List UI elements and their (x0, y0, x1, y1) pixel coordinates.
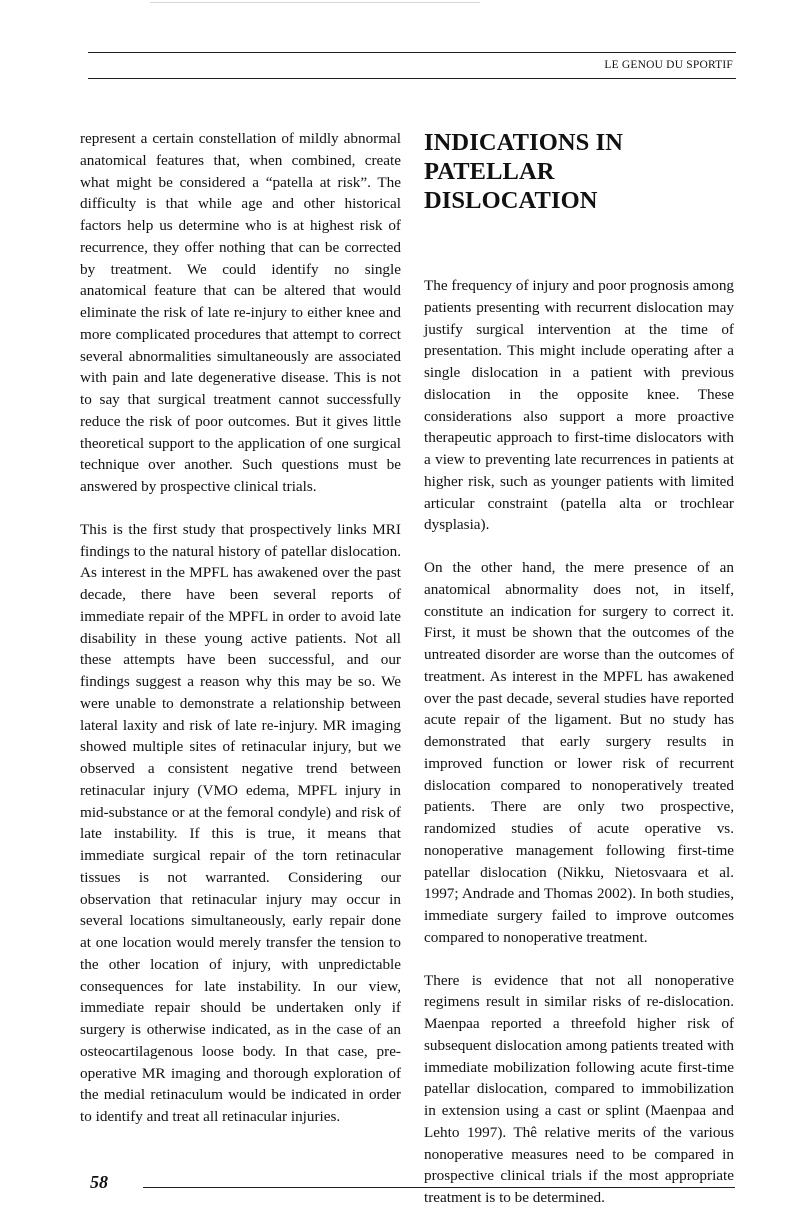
scan-artifact (150, 2, 480, 3)
left-paragraph-2: This is the first study that prospectively links MRI findings to the natural history of patellar dislocation. As interest in the MPFL has awakened over the past decade, there have been several reports of immediate repair of the MPFL in order to avoid late disability in these young active patients. Not all these attempts have been successful, and our findings suggest a reason why this may be so. We were unable to demonstrate a relationship between lateral laxity and risk of late re-injury. MR imaging showed multiple sites of retinacular injury, but we observed a consistent negative trend between retinacular injury (VMO edema, MPFL injury in mid-substance or at the femoral condyle) and risk of late instability. If this is true, it means that immediate surgical repair of the torn retinacular tissues is not warranted. Considering our observation that retinacular injury may occur in several locations simultaneously, early repair done at one location would merely transfer the tension to the other location of injury, with unpredictable consequences for late instability. In our view, immediate repair should be undertaken only if surgery is otherwise indicated, as in the case of an osteocartilagenous loose body. In that case, pre-operative MR imaging and thorough exploration of the medial retinaculum would be indicated in order to identify and treat all retinacular injuries. (80, 520, 401, 1125)
right-paragraph-1: The frequency of injury and poor prognosis among patients presenting with recurrent dislocation may justify surgical intervention at the time of presentation. This might include operating after a single dislocation in a patient with previous dislocation in the opposite knee. These considerations also support a more proactive therapeutic approach to first-time dislocators with a view to preventing late recurrences in patients at higher risk, such as younger patients with limited articular constraint (patella alta or trochlear dysplasia). (424, 277, 735, 534)
footer-rule (143, 1187, 735, 1188)
running-head: LE GENOU DU SPORTIF (604, 59, 733, 71)
right-paragraph-2: On the other hand, the mere presence of an anatomical abnormality does not, in itself, constitute an indication for surgery to correct it. First, it must be shown that the outcomes of the untreated disorder are worse than the outcomes of treatment. As interest in the MPFL has awakened over the past decade, several studies have reported acute repair of the ligament. But no study has demonstrated that early surgery results in improved function or lower risk of recurrent dislocation compared to nonoperatively treated patients. There are only two prospective, randomized studies of acute operative vs. nonoperative management following first-time patellar dislocation (Nikku, Nietosvaara et al. 1997; Andrade and Thomas 2002). In both studies, immediate surgery failed to improve outcomes compared to nonoperative treatment. (424, 559, 734, 946)
header-rule-bottom (88, 78, 736, 79)
section-heading: INDICATIONS IN PATELLAR DISLOCATION (424, 129, 624, 214)
left-paragraph-1: represent a certain constellation of mildly abnormal anatomical features that, when combined, create what might be considered a “patella at risk”. The difficulty is that while age and other historical factors help us determine who is at highest risk of recurrence, they offer nothing that can be corrected by treatment. We could identify no single anatomical feature that can be altered that would eliminate the risk of late re-injury to either knee and more complicated procedures that attempt to correct several abnormalities simultaneously are associated with pain and late degenerative disease. This is not to say that surgical treatment cannot successfully reduce the risk of poor outcomes. But it gives little theoretical support to the application of one surgical technique over another. Such questions must be answered by prospective clinical trials. (80, 130, 401, 495)
heading-gap (424, 215, 734, 275)
header-rule-top (88, 52, 736, 53)
left-column (80, 128, 401, 1128)
page-number: 58 (90, 1172, 108, 1192)
right-column (424, 128, 734, 1209)
right-paragraph-3: There is evidence that not all nonoperative regimens result in similar risks of re-dislocation. Maenpaa reported a threefold higher risk of subsequent dislocation among patients treated with immediate mobilization following acute first-time patellar dislocation, compared to immobilization in extension using a cast or splint (Maenpaa and Lehto 1997). Thê relative merits of the various nonoperative measures need to be compared in prospective clinical trials if the most appropriate treatment is to be determined. (424, 971, 735, 1206)
